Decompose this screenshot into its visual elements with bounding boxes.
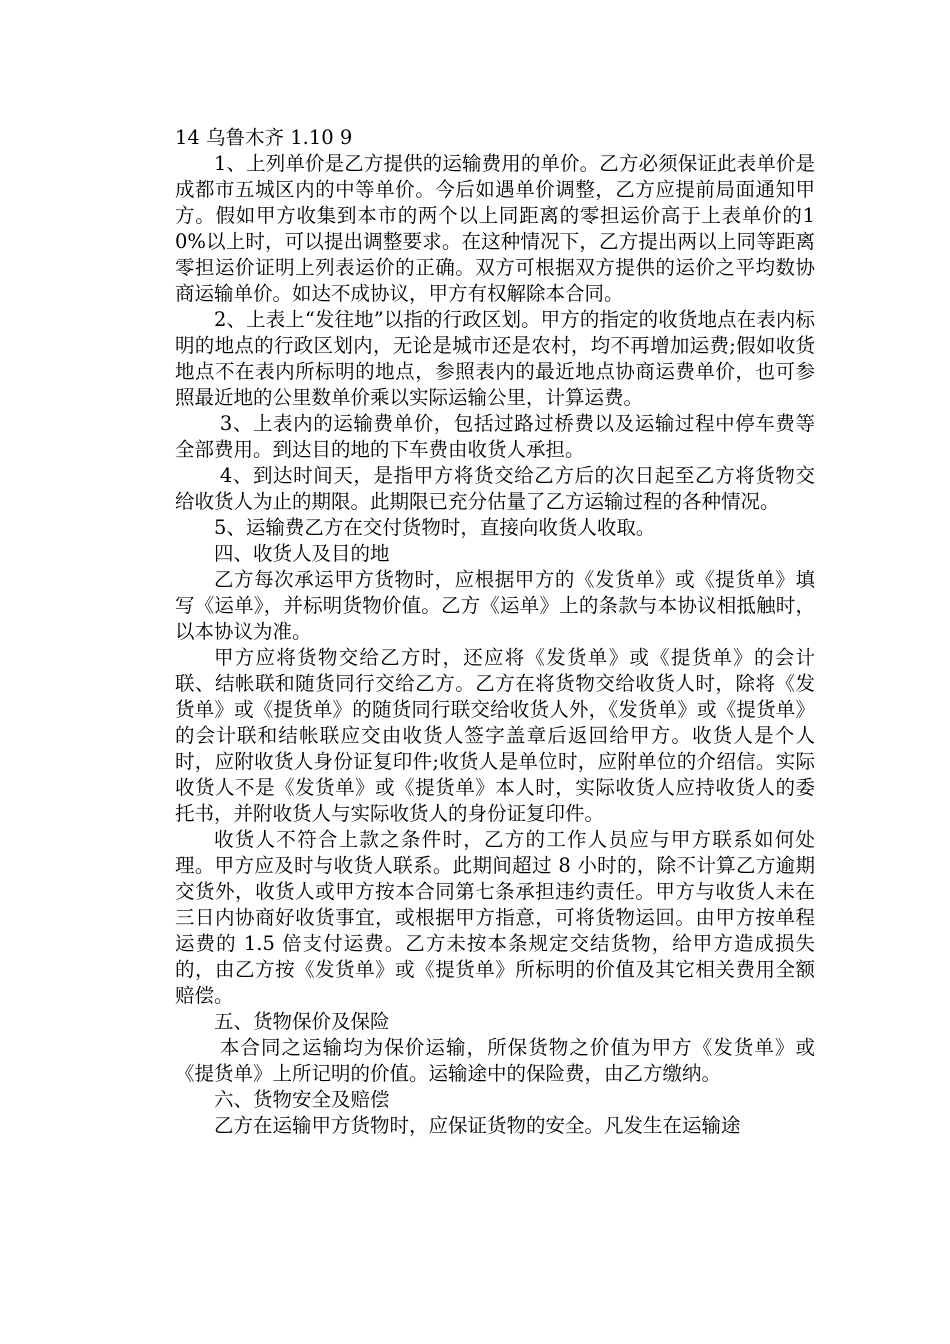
section-4-heading: 四、收货人及目的地 — [214, 542, 390, 565]
clause-2-paragraph: 2、上表上“发往地”以指的行政区划。甲方的指定的收货地点在表内标明的地点的行政区划内，无论是城市还是农村，均不再增加运费;假如收货地点不在表内所标明的地点，参照表内的最近地点协商运费单价，也可参照最近地的公里数单价乘以实际运输公里，计算运费。 — [175, 308, 815, 409]
section-4-paragraph-3: 收货人不符合上款之条件时，乙方的工作人员应与甲方联系如何处理。甲方应及时与收货人联系。此期间超过 8 小时的，除不计算乙方逾期交货外，收货人或甲方按本合同第七条承担违约责任。甲方与收货人未在三日内协商好收货事宜，或根据甲方指意，可将货物运回。由甲方按单程运费的 1.5 倍支付运费。乙方未按本条规定交结货物，给甲方造成损失的，由乙方按《发货单》或《提货单》所标明的价值及其它相关费用全额赔偿。 — [175, 828, 815, 1007]
table-continuation-row: 14 乌鲁木齐 1.10 9 — [175, 126, 353, 149]
clause-3-paragraph: 3、上表内的运输费单价，包括过路过桥费以及运输过程中停车费等全部费用。到达目的地的下车费由收货人承担。 — [175, 412, 815, 461]
section-5-paragraph-1: 本合同之运输均为保价运输，所保货物之价值为甲方《发货单》或《提货单》上所记明的价值。运输途中的保险费，由乙方缴纳。 — [175, 1036, 815, 1085]
section-4-paragraph-2: 甲方应将货物交给乙方时，还应将《发货单》或《提货单》的会计联、结帐联和随货同行交给乙方。乙方在将货物交给收货人时，除将《发货单》或《提货单》的随货同行联交给收货人外，《发货单》或《提货单》的会计联和结帐联应交由收货人签字盖章后返回给甲方。收货人是个人时，应附收货人身份证复印件;收货人是单位时，应附单位的介绍信。实际收货人不是《发货单》或《提货单》本人时，实际收货人应持收货人的委托书，并附收货人与实际收货人的身份证复印件。 — [175, 646, 815, 825]
clause-4-paragraph: 4、到达时间天，是指甲方将货交给乙方后的次日起至乙方将货物交给收货人为止的期限。此期限已充分估量了乙方运输过程的各种情况。 — [175, 464, 815, 513]
document-body — [175, 125, 815, 1139]
section-6-paragraph-1: 乙方在运输甲方货物时，应保证货物的安全。凡发生在运输途 — [214, 1114, 741, 1137]
section-4-paragraph-1: 乙方每次承运甲方货物时，应根据甲方的《发货单》或《提货单》填写《运单》，并标明货物价值。乙方《运单》上的条款与本协议相抵触时，以本协议为准。 — [175, 568, 815, 643]
section-5-heading: 五、货物保价及保险 — [214, 1010, 390, 1033]
clause-5-paragraph: 5、运输费乙方在交付货物时，直接向收货人收取。 — [214, 516, 656, 539]
section-6-heading: 六、货物安全及赔偿 — [214, 1088, 390, 1111]
clause-1-paragraph: 1、上列单价是乙方提供的运输费用的单价。乙方必须保证此表单价是成都市五城区内的中等单价。今后如遇单价调整，乙方应提前局面通知甲方。假如甲方收集到本市的两个以上同距离的零担运价高于上表单价的10%以上时，可以提出调整要求。在这种情况下，乙方提出两以上同等距离零担运价证明上列表运价的正确。双方可根据双方提供的运价之平均数协商运输单价。如达不成协议，甲方有权解除本合同。 — [175, 152, 815, 305]
